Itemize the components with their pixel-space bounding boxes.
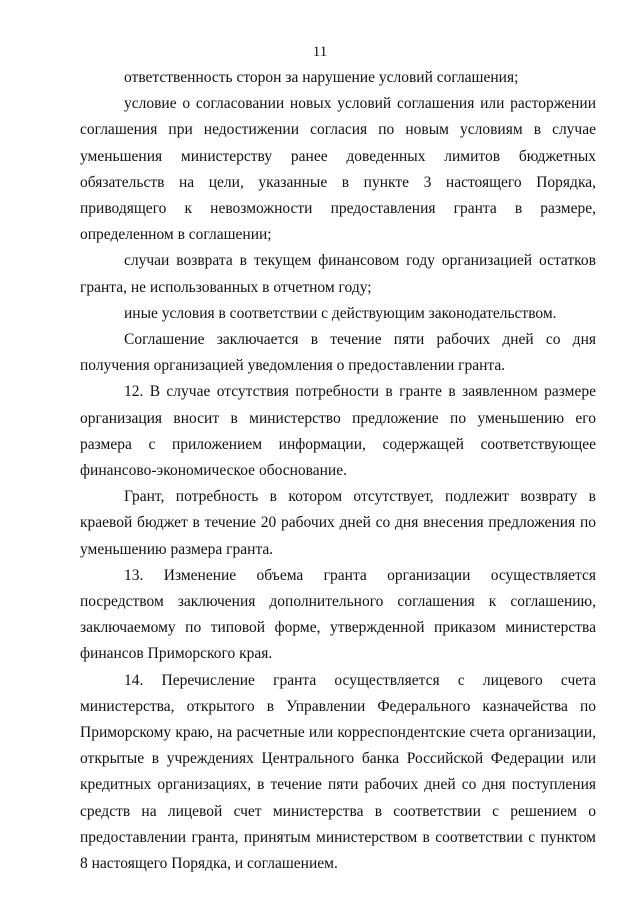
paragraph-grant-return: Грант, потребность в котором отсутствует, подлежит возврату в краевой бюджет в течение 20 рабочих дней со дня внесения предложения по уменьшению размера гранта. xyxy=(80,488,596,558)
paragraph-agreement-terms: условие о согласовании новых условий соглашения или расторжении соглашения при недостижении согласия по новым условиям в случае уменьшения министерству ранее доведенных лимитов бюджетных обязательств на цели, указанные в пункте 3 настоящего Порядка, приводящего к невозможности предоставления гранта в размере, определенном в соглашении; xyxy=(80,95,596,244)
paragraph-refund-cases: случаи возврата в текущем финансовом году организацией остатков гранта, не использованных в отчетном году; xyxy=(80,252,596,296)
paragraph-clause-13: 13. Изменение объема гранта организации осуществляется посредством заключения дополнительного соглашения к соглашению, заключаемому по типовой форме, утвержденной приказом министерства финансов Приморского края. xyxy=(80,566,596,663)
paragraph-clause-12: 12. В случае отсутствия потребности в гранте в заявленном размере организация вносит в министерство предложение по уменьшению его размера с приложением информации, содержащей соответствующее финансово-экономическое обоснование. xyxy=(80,383,596,480)
page-number: 11 xyxy=(312,44,328,60)
paragraph-clause-14: 14. Перечисление гранта осуществляется с лицевого счета министерства, открытого в Управлении Федерального казначейства по Приморскому краю, на расчетные или корреспондентские счета организации, открытые в учреждениях Центрального банка Российской Федерации или кредитных организациях, в течение пяти рабочих дней со дня поступления средств на лицевой счет министерства в соответствии с решением о предоставлении гранта, принятым министерством в соответствии с пунктом 8 настоящего Порядка, и соглашением. xyxy=(80,671,596,873)
paragraph-other-conditions: иные условия в соответствии с действующим законодательством. xyxy=(124,304,557,322)
paragraph-agreement-deadline: Соглашение заключается в течение пяти рабочих дней со дня получения организацией уведомления о предоставлении гранта. xyxy=(80,331,596,375)
document-body xyxy=(80,65,596,877)
paragraph-responsibility: ответственность сторон за нарушение условий соглашения; xyxy=(124,69,519,86)
